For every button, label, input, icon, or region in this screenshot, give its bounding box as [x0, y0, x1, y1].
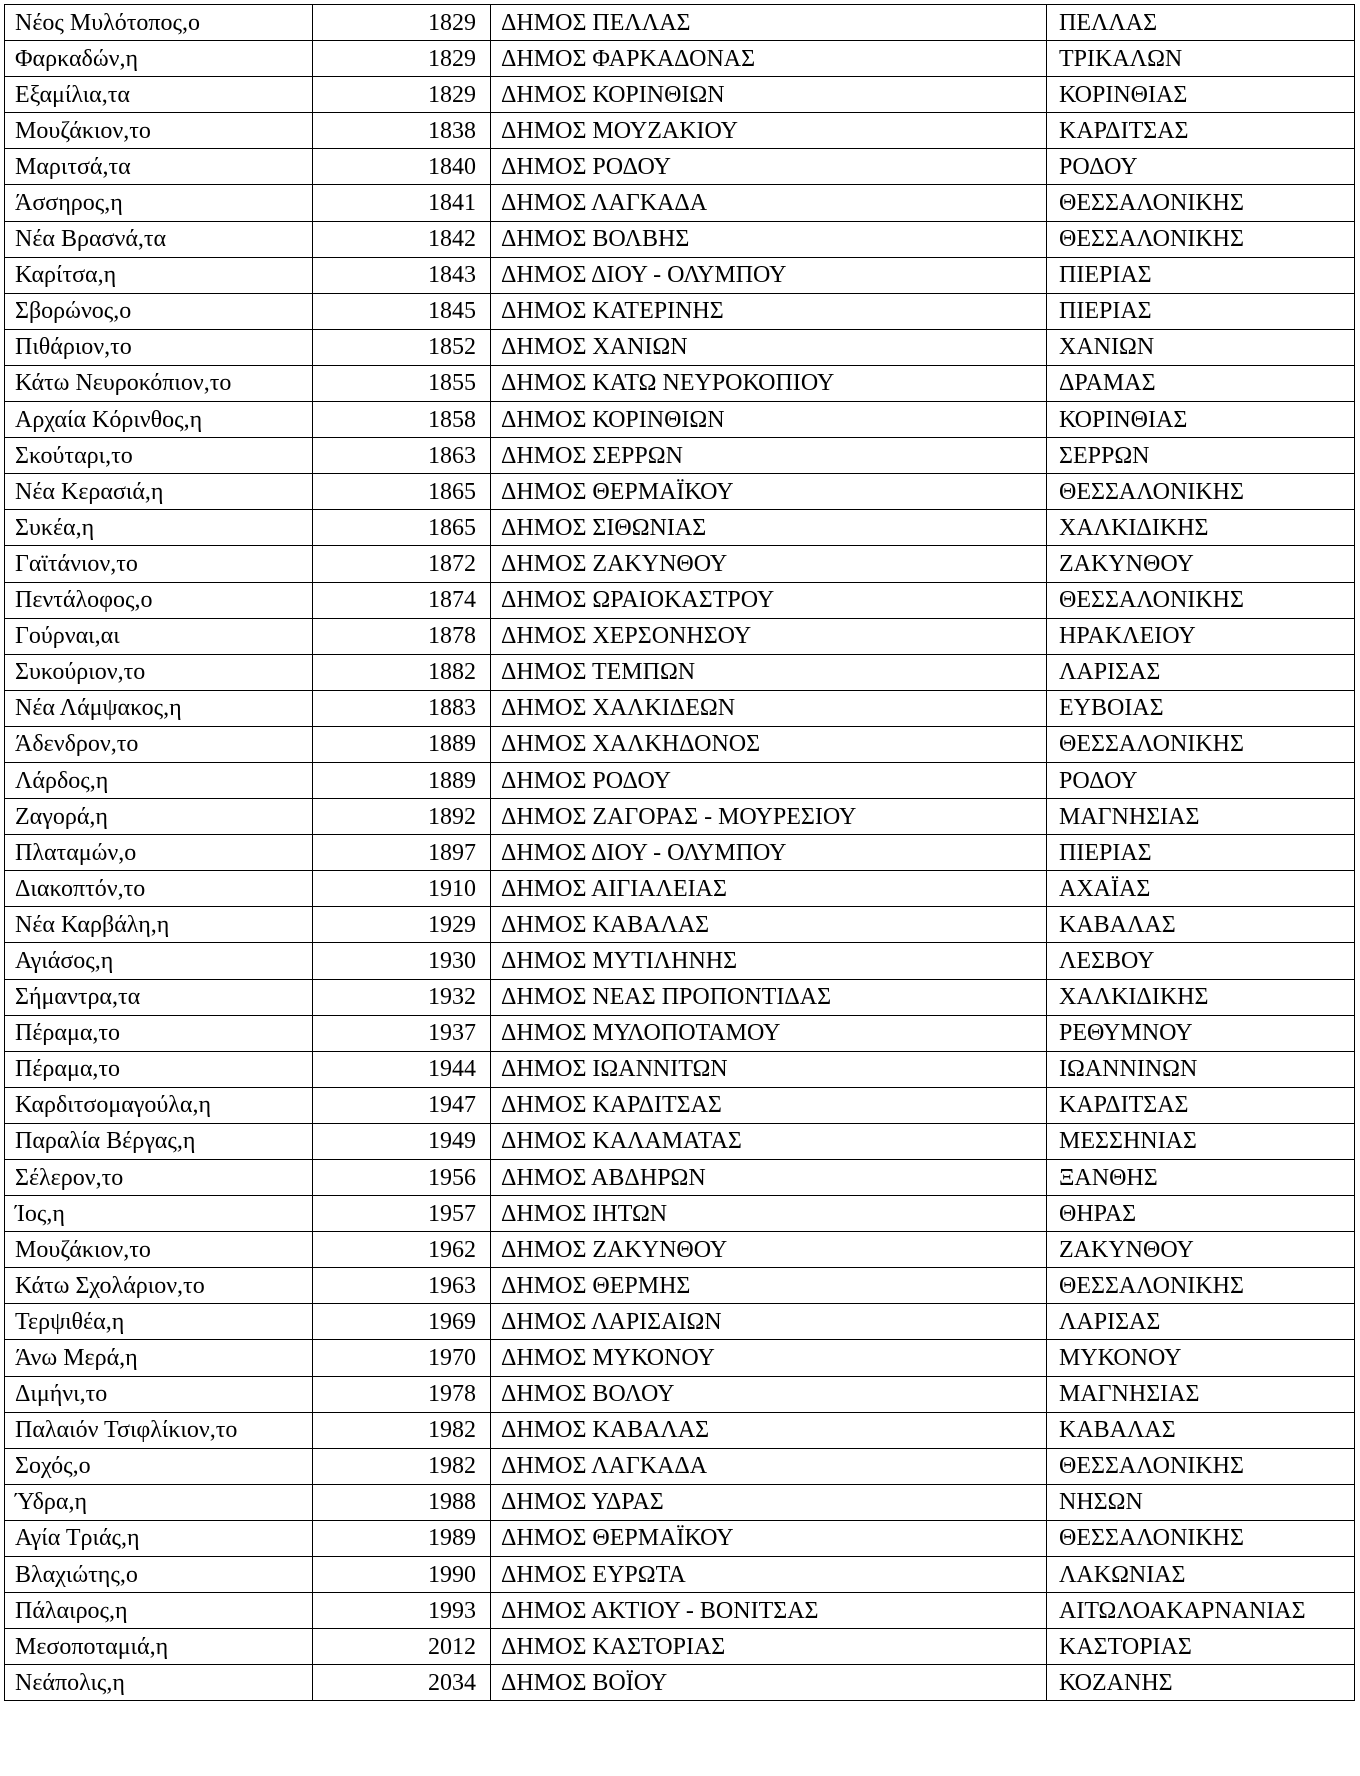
municipality-cell: ΔΗΜΟΣ ΣΕΡΡΩΝ — [491, 438, 1047, 474]
year-cell: 1988 — [313, 1484, 491, 1520]
municipality-cell: ΔΗΜΟΣ ΔΙΟΥ - ΟΛΥΜΠΟΥ — [491, 835, 1047, 871]
place-cell: Τερψιθέα,η — [5, 1304, 313, 1340]
table-row — [5, 943, 1355, 979]
prefecture-cell: ΠΙΕΡΙΑΣ — [1047, 835, 1355, 871]
municipality-cell: ΔΗΜΟΣ ΑΚΤΙΟΥ - ΒΟΝΙΤΣΑΣ — [491, 1593, 1047, 1629]
year-cell: 1882 — [313, 654, 491, 690]
prefecture-cell: ΚΟΖΑΝΗΣ — [1047, 1665, 1355, 1701]
prefecture-cell: ΚΟΡΙΝΘΙΑΣ — [1047, 77, 1355, 113]
table-row — [5, 546, 1355, 582]
table-row — [5, 871, 1355, 907]
place-cell: Πιθάριον,το — [5, 329, 313, 365]
place-cell: Αρχαία Κόρινθος,η — [5, 402, 313, 438]
municipality-cell: ΔΗΜΟΣ ΜΟΥΖΑΚΙΟΥ — [491, 113, 1047, 149]
municipality-cell: ΔΗΜΟΣ ΩΡΑΙΟΚΑΣΤΡΟΥ — [491, 582, 1047, 618]
table-row — [5, 1520, 1355, 1556]
table-row — [5, 1593, 1355, 1629]
municipality-cell: ΔΗΜΟΣ ΣΙΘΩΝΙΑΣ — [491, 510, 1047, 546]
municipality-cell: ΔΗΜΟΣ ΤΕΜΠΩΝ — [491, 654, 1047, 690]
municipality-cell: ΔΗΜΟΣ ΔΙΟΥ - ΟΛΥΜΠΟΥ — [491, 257, 1047, 293]
year-cell: 1843 — [313, 257, 491, 293]
prefecture-cell: ΘΕΣΣΑΛΟΝΙΚΗΣ — [1047, 582, 1355, 618]
table-row — [5, 510, 1355, 546]
prefecture-cell: ΖΑΚΥΝΘΟΥ — [1047, 546, 1355, 582]
prefecture-cell: ΠΕΛΛΑΣ — [1047, 5, 1355, 41]
prefecture-cell: ΣΕΡΡΩΝ — [1047, 438, 1355, 474]
prefecture-cell: ΜΥΚΟΝΟΥ — [1047, 1340, 1355, 1376]
municipality-cell: ΔΗΜΟΣ ΜΥΛΟΠΟΤΑΜΟΥ — [491, 1015, 1047, 1051]
municipality-cell: ΔΗΜΟΣ ΜΥΤΙΛΗΝΗΣ — [491, 943, 1047, 979]
place-cell: Διακοπτόν,το — [5, 871, 313, 907]
municipality-cell: ΔΗΜΟΣ ΛΑΓΚΑΔΑ — [491, 185, 1047, 221]
municipality-cell: ΔΗΜΟΣ ΒΟΛΟΥ — [491, 1376, 1047, 1412]
municipality-cell: ΔΗΜΟΣ ΜΥΚΟΝΟΥ — [491, 1340, 1047, 1376]
prefecture-cell: ΛΕΣΒΟΥ — [1047, 943, 1355, 979]
year-cell: 1865 — [313, 510, 491, 546]
municipality-cell: ΔΗΜΟΣ ΠΕΛΛΑΣ — [491, 5, 1047, 41]
prefecture-cell: ΚΑΣΤΟΡΙΑΣ — [1047, 1629, 1355, 1665]
prefecture-cell: ΔΡΑΜΑΣ — [1047, 365, 1355, 401]
table-row — [5, 1304, 1355, 1340]
municipality-cell: ΔΗΜΟΣ ΛΑΓΚΑΔΑ — [491, 1448, 1047, 1484]
prefecture-cell: ΚΑΡΔΙΤΣΑΣ — [1047, 1087, 1355, 1123]
table-row — [5, 618, 1355, 654]
year-cell: 1889 — [313, 762, 491, 798]
municipality-cell: ΔΗΜΟΣ ΙΩΑΝΝΙΤΩΝ — [491, 1051, 1047, 1087]
table-row — [5, 329, 1355, 365]
place-cell: Ύδρα,η — [5, 1484, 313, 1520]
year-cell: 1949 — [313, 1123, 491, 1159]
year-cell: 1963 — [313, 1268, 491, 1304]
year-cell: 1947 — [313, 1087, 491, 1123]
place-cell: Μαριτσά,τα — [5, 149, 313, 185]
year-cell: 1883 — [313, 690, 491, 726]
year-cell: 1865 — [313, 474, 491, 510]
year-cell: 1840 — [313, 149, 491, 185]
table-row — [5, 1557, 1355, 1593]
municipality-cell: ΔΗΜΟΣ ΖΑΚΥΝΘΟΥ — [491, 1232, 1047, 1268]
prefecture-cell: ΘΗΡΑΣ — [1047, 1196, 1355, 1232]
table-row — [5, 5, 1355, 41]
municipality-cell: ΔΗΜΟΣ ΘΕΡΜΗΣ — [491, 1268, 1047, 1304]
prefecture-cell: ΧΑΝΙΩΝ — [1047, 329, 1355, 365]
place-cell: Κάτω Νευροκόπιον,το — [5, 365, 313, 401]
table-row — [5, 113, 1355, 149]
year-cell: 1878 — [313, 618, 491, 654]
table-row — [5, 1015, 1355, 1051]
year-cell: 1944 — [313, 1051, 491, 1087]
place-cell: Ζαγορά,η — [5, 799, 313, 835]
prefecture-cell: ΛΑΚΩΝΙΑΣ — [1047, 1557, 1355, 1593]
year-cell: 1855 — [313, 365, 491, 401]
municipality-cell: ΔΗΜΟΣ ΥΔΡΑΣ — [491, 1484, 1047, 1520]
prefecture-cell: ΠΙΕΡΙΑΣ — [1047, 293, 1355, 329]
prefecture-cell: ΘΕΣΣΑΛΟΝΙΚΗΣ — [1047, 185, 1355, 221]
document-page — [4, 4, 1354, 1701]
table-row — [5, 1376, 1355, 1412]
municipality-cell: ΔΗΜΟΣ ΚΑΣΤΟΡΙΑΣ — [491, 1629, 1047, 1665]
prefecture-cell: ΧΑΛΚΙΔΙΚΗΣ — [1047, 979, 1355, 1015]
table-row — [5, 402, 1355, 438]
prefecture-cell: ΘΕΣΣΑΛΟΝΙΚΗΣ — [1047, 1520, 1355, 1556]
prefecture-cell: ΜΕΣΣΗΝΙΑΣ — [1047, 1123, 1355, 1159]
municipality-cell: ΔΗΜΟΣ ΧΑΝΙΩΝ — [491, 329, 1047, 365]
place-cell: Νέα Λάμψακος,η — [5, 690, 313, 726]
municipality-cell: ΔΗΜΟΣ ΦΑΡΚΑΔΟΝΑΣ — [491, 41, 1047, 77]
table-row — [5, 690, 1355, 726]
prefecture-cell: ΘΕΣΣΑΛΟΝΙΚΗΣ — [1047, 474, 1355, 510]
place-cell: Καρίτσα,η — [5, 257, 313, 293]
municipality-cell: ΔΗΜΟΣ ΑΒΔΗΡΩΝ — [491, 1160, 1047, 1196]
place-cell: Σέλερον,το — [5, 1160, 313, 1196]
place-cell: Αγία Τριάς,η — [5, 1520, 313, 1556]
year-cell: 1937 — [313, 1015, 491, 1051]
year-cell: 1845 — [313, 293, 491, 329]
prefecture-cell: ΤΡΙΚΑΛΩΝ — [1047, 41, 1355, 77]
table-row — [5, 979, 1355, 1015]
municipality-cell: ΔΗΜΟΣ ΒΟΪΟΥ — [491, 1665, 1047, 1701]
table-row — [5, 293, 1355, 329]
prefecture-cell: ΚΑΡΔΙΤΣΑΣ — [1047, 113, 1355, 149]
place-cell: Μεσοποταμιά,η — [5, 1629, 313, 1665]
table-row — [5, 1196, 1355, 1232]
year-cell: 1956 — [313, 1160, 491, 1196]
table-row — [5, 762, 1355, 798]
prefecture-cell: ΠΙΕΡΙΑΣ — [1047, 257, 1355, 293]
place-cell: Παλαιόν Τσιφλίκιον,το — [5, 1412, 313, 1448]
prefecture-cell: ΚΑΒΑΛΑΣ — [1047, 1412, 1355, 1448]
table-row — [5, 1087, 1355, 1123]
municipality-cell: ΔΗΜΟΣ ΧΑΛΚΗΔΟΝΟΣ — [491, 726, 1047, 762]
municipality-cell: ΔΗΜΟΣ ΚΑΒΑΛΑΣ — [491, 1412, 1047, 1448]
place-cell: Πέραμα,το — [5, 1015, 313, 1051]
table-row — [5, 654, 1355, 690]
place-cell: Σβορώνος,ο — [5, 293, 313, 329]
year-cell: 1897 — [313, 835, 491, 871]
prefecture-cell: ΙΩΑΝΝΙΝΩΝ — [1047, 1051, 1355, 1087]
municipality-cell: ΔΗΜΟΣ ΛΑΡΙΣΑΙΩΝ — [491, 1304, 1047, 1340]
year-cell: 1969 — [313, 1304, 491, 1340]
place-cell: Πεντάλοφος,ο — [5, 582, 313, 618]
table-row — [5, 799, 1355, 835]
prefecture-cell: ΜΑΓΝΗΣΙΑΣ — [1047, 1376, 1355, 1412]
prefecture-cell: ΜΑΓΝΗΣΙΑΣ — [1047, 799, 1355, 835]
year-cell: 1852 — [313, 329, 491, 365]
table-row — [5, 1340, 1355, 1376]
prefecture-cell: ΞΑΝΘΗΣ — [1047, 1160, 1355, 1196]
place-cell: Άνω Μερά,η — [5, 1340, 313, 1376]
municipality-cell: ΔΗΜΟΣ ΚΑΒΑΛΑΣ — [491, 907, 1047, 943]
table-row — [5, 1232, 1355, 1268]
prefecture-cell: ΘΕΣΣΑΛΟΝΙΚΗΣ — [1047, 1268, 1355, 1304]
prefecture-cell: ΛΑΡΙΣΑΣ — [1047, 1304, 1355, 1340]
municipality-cell: ΔΗΜΟΣ ΧΑΛΚΙΔΕΩΝ — [491, 690, 1047, 726]
place-cell: Πλαταμών,ο — [5, 835, 313, 871]
year-cell: 1863 — [313, 438, 491, 474]
place-cell: Μουζάκιον,το — [5, 113, 313, 149]
table-row — [5, 1123, 1355, 1159]
year-cell: 1829 — [313, 5, 491, 41]
year-cell: 1829 — [313, 77, 491, 113]
place-cell: Νεάπολις,η — [5, 1665, 313, 1701]
table-row — [5, 1268, 1355, 1304]
place-cell: Νέα Καρβάλη,η — [5, 907, 313, 943]
municipality-cell: ΔΗΜΟΣ ΒΟΛΒΗΣ — [491, 221, 1047, 257]
prefecture-cell: ΝΗΣΩΝ — [1047, 1484, 1355, 1520]
place-cell: Διμήνι,το — [5, 1376, 313, 1412]
place-cell: Πέραμα,το — [5, 1051, 313, 1087]
prefecture-cell: ΑΙΤΩΛΟΑΚΑΡΝΑΝΙΑΣ — [1047, 1593, 1355, 1629]
year-cell: 1872 — [313, 546, 491, 582]
table-row — [5, 41, 1355, 77]
year-cell: 1957 — [313, 1196, 491, 1232]
place-cell: Άσσηρος,η — [5, 185, 313, 221]
table-row — [5, 77, 1355, 113]
table-row — [5, 474, 1355, 510]
year-cell: 2034 — [313, 1665, 491, 1701]
place-cell: Νέα Κερασιά,η — [5, 474, 313, 510]
prefecture-cell: ΡΟΔΟΥ — [1047, 149, 1355, 185]
place-cell: Σκούταρι,το — [5, 438, 313, 474]
year-cell: 1989 — [313, 1520, 491, 1556]
place-cell: Φαρκαδών,η — [5, 41, 313, 77]
year-cell: 2012 — [313, 1629, 491, 1665]
year-cell: 1970 — [313, 1340, 491, 1376]
table-row — [5, 185, 1355, 221]
table-row — [5, 1160, 1355, 1196]
prefecture-cell: ΘΕΣΣΑΛΟΝΙΚΗΣ — [1047, 1448, 1355, 1484]
prefecture-cell: ΖΑΚΥΝΘΟΥ — [1047, 1232, 1355, 1268]
year-cell: 1929 — [313, 907, 491, 943]
table-row — [5, 582, 1355, 618]
prefecture-cell: ΗΡΑΚΛΕΙΟΥ — [1047, 618, 1355, 654]
year-cell: 1962 — [313, 1232, 491, 1268]
year-cell: 1841 — [313, 185, 491, 221]
place-cell: Εξαμίλια,τα — [5, 77, 313, 113]
table-row — [5, 257, 1355, 293]
table-row — [5, 149, 1355, 185]
year-cell: 1982 — [313, 1448, 491, 1484]
place-cell: Ίος,η — [5, 1196, 313, 1232]
municipality-cell: ΔΗΜΟΣ ΡΟΔΟΥ — [491, 762, 1047, 798]
place-cell: Σήμαντρα,τα — [5, 979, 313, 1015]
prefecture-cell: ΛΑΡΙΣΑΣ — [1047, 654, 1355, 690]
place-cell: Άδενδρον,το — [5, 726, 313, 762]
table-row — [5, 1665, 1355, 1701]
prefecture-cell: ΡΟΔΟΥ — [1047, 762, 1355, 798]
place-cell: Μουζάκιον,το — [5, 1232, 313, 1268]
place-cell: Πάλαιρος,η — [5, 1593, 313, 1629]
settlements-table — [4, 4, 1355, 1701]
year-cell: 1838 — [313, 113, 491, 149]
municipality-cell: ΔΗΜΟΣ ΚΑΛΑΜΑΤΑΣ — [491, 1123, 1047, 1159]
municipality-cell: ΔΗΜΟΣ ΧΕΡΣΟΝΗΣΟΥ — [491, 618, 1047, 654]
municipality-cell: ΔΗΜΟΣ ΚΟΡΙΝΘΙΩΝ — [491, 77, 1047, 113]
year-cell: 1892 — [313, 799, 491, 835]
year-cell: 1932 — [313, 979, 491, 1015]
table-row — [5, 221, 1355, 257]
year-cell: 1910 — [313, 871, 491, 907]
place-cell: Αγιάσος,η — [5, 943, 313, 979]
place-cell: Συκέα,η — [5, 510, 313, 546]
municipality-cell: ΔΗΜΟΣ ΑΙΓΙΑΛΕΙΑΣ — [491, 871, 1047, 907]
table-row — [5, 1448, 1355, 1484]
municipality-cell: ΔΗΜΟΣ ΖΑΓΟΡΑΣ - ΜΟΥΡΕΣΙΟΥ — [491, 799, 1047, 835]
municipality-cell: ΔΗΜΟΣ ΖΑΚΥΝΘΟΥ — [491, 546, 1047, 582]
table-row — [5, 907, 1355, 943]
place-cell: Σοχός,ο — [5, 1448, 313, 1484]
year-cell: 1874 — [313, 582, 491, 618]
municipality-cell: ΔΗΜΟΣ ΘΕΡΜΑΪΚΟΥ — [491, 1520, 1047, 1556]
year-cell: 1930 — [313, 943, 491, 979]
place-cell: Βλαχιώτης,ο — [5, 1557, 313, 1593]
municipality-cell: ΔΗΜΟΣ ΚΟΡΙΝΘΙΩΝ — [491, 402, 1047, 438]
municipality-cell: ΔΗΜΟΣ ΕΥΡΩΤΑ — [491, 1557, 1047, 1593]
table-row — [5, 726, 1355, 762]
prefecture-cell: ΕΥΒΟΙΑΣ — [1047, 690, 1355, 726]
place-cell: Παραλία Βέργας,η — [5, 1123, 313, 1159]
place-cell: Γαϊτάνιον,το — [5, 546, 313, 582]
table-row — [5, 1484, 1355, 1520]
prefecture-cell: ΧΑΛΚΙΔΙΚΗΣ — [1047, 510, 1355, 546]
table-row — [5, 835, 1355, 871]
year-cell: 1993 — [313, 1593, 491, 1629]
municipality-cell: ΔΗΜΟΣ ΘΕΡΜΑΪΚΟΥ — [491, 474, 1047, 510]
year-cell: 1829 — [313, 41, 491, 77]
place-cell: Νέος Μυλότοπος,ο — [5, 5, 313, 41]
year-cell: 1842 — [313, 221, 491, 257]
table-row — [5, 1629, 1355, 1665]
prefecture-cell: ΘΕΣΣΑΛΟΝΙΚΗΣ — [1047, 221, 1355, 257]
table-body — [5, 5, 1355, 1701]
place-cell: Λάρδος,η — [5, 762, 313, 798]
table-row — [5, 1412, 1355, 1448]
place-cell: Γούρναι,αι — [5, 618, 313, 654]
place-cell: Κάτω Σχολάριον,το — [5, 1268, 313, 1304]
year-cell: 1990 — [313, 1557, 491, 1593]
municipality-cell: ΔΗΜΟΣ ΙΗΤΩΝ — [491, 1196, 1047, 1232]
municipality-cell: ΔΗΜΟΣ ΚΑΡΔΙΤΣΑΣ — [491, 1087, 1047, 1123]
year-cell: 1889 — [313, 726, 491, 762]
prefecture-cell: ΚΑΒΑΛΑΣ — [1047, 907, 1355, 943]
place-cell: Καρδιτσομαγούλα,η — [5, 1087, 313, 1123]
prefecture-cell: ΡΕΘΥΜΝΟΥ — [1047, 1015, 1355, 1051]
prefecture-cell: ΑΧΑΪΑΣ — [1047, 871, 1355, 907]
municipality-cell: ΔΗΜΟΣ ΚΑΤΩ ΝΕΥΡΟΚΟΠΙΟΥ — [491, 365, 1047, 401]
municipality-cell: ΔΗΜΟΣ ΡΟΔΟΥ — [491, 149, 1047, 185]
prefecture-cell: ΚΟΡΙΝΘΙΑΣ — [1047, 402, 1355, 438]
prefecture-cell: ΘΕΣΣΑΛΟΝΙΚΗΣ — [1047, 726, 1355, 762]
year-cell: 1858 — [313, 402, 491, 438]
year-cell: 1982 — [313, 1412, 491, 1448]
table-row — [5, 1051, 1355, 1087]
municipality-cell: ΔΗΜΟΣ ΝΕΑΣ ΠΡΟΠΟΝΤΙΔΑΣ — [491, 979, 1047, 1015]
table-row — [5, 438, 1355, 474]
municipality-cell: ΔΗΜΟΣ ΚΑΤΕΡΙΝΗΣ — [491, 293, 1047, 329]
place-cell: Συκούριον,το — [5, 654, 313, 690]
table-row — [5, 365, 1355, 401]
year-cell: 1978 — [313, 1376, 491, 1412]
place-cell: Νέα Βρασνά,τα — [5, 221, 313, 257]
